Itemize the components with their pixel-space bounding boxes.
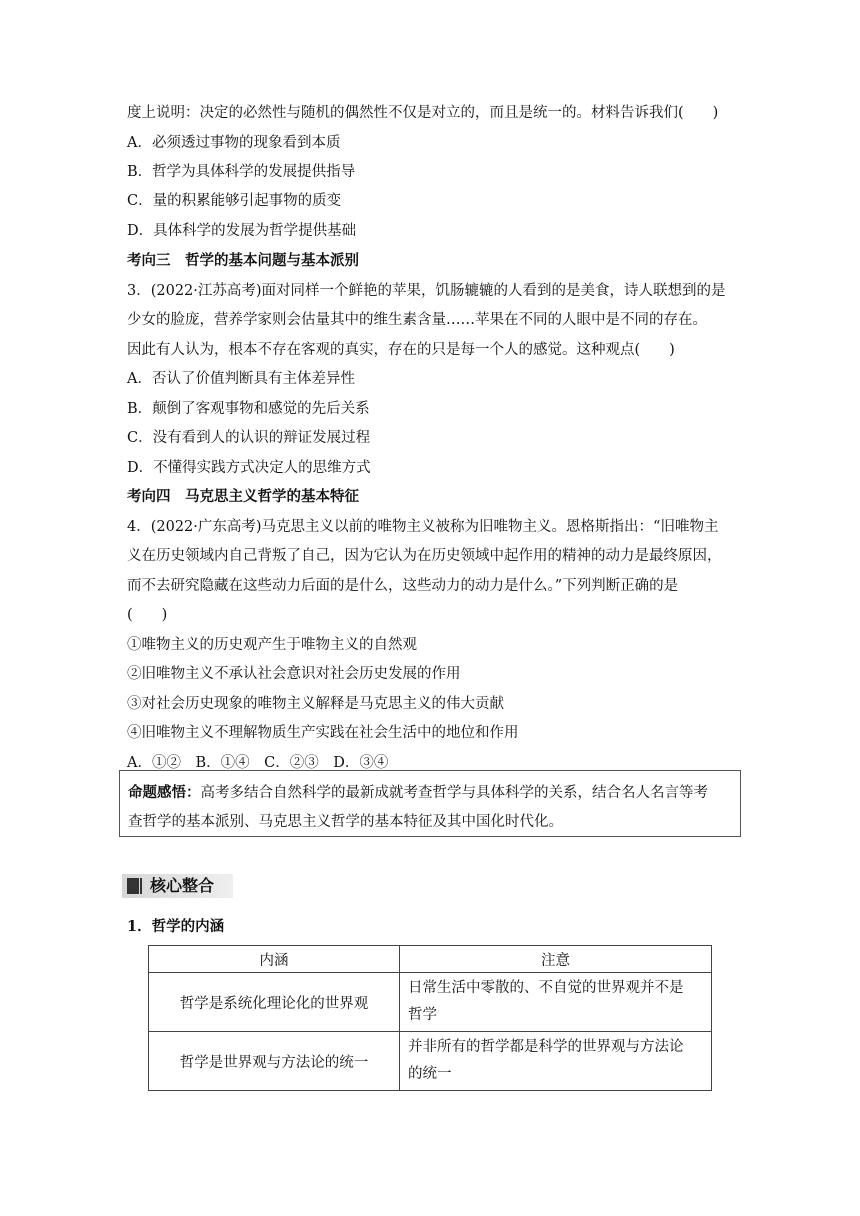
section-subtitle: 考向三 哲学的基本问题与基本派别 bbox=[127, 252, 359, 269]
text-line: A．①② B．①④ C．②③ D．③④ bbox=[127, 755, 389, 771]
note-text-1: 高考多结合自然科学的最新成就考查哲学与具体科学的关系，结合名人名言等考 bbox=[200, 785, 708, 801]
table-header: 内涵 bbox=[149, 946, 400, 973]
note-box bbox=[119, 770, 741, 837]
text-line: ③对社会历史现象的唯物主义解释是马克思主义的伟大贡献 bbox=[127, 696, 504, 712]
text-line: A．否认了价值判断具有主体差异性 bbox=[127, 371, 355, 387]
text-line: 3．(2022·江苏高考)面对同样一个鲜艳的苹果，饥肠辘辘的人看到的是美食，诗人联想到的是 bbox=[127, 283, 726, 299]
table-cell: 哲学是系统化理论化的世界观 bbox=[149, 973, 400, 1032]
text-line: ④旧唯物主义不理解物质生产实践在社会生活中的地位和作用 bbox=[127, 725, 519, 741]
text-line: 度上说明：决定的必然性与随机的偶然性不仅是对立的，而且是统一的。材料告诉我们( ) bbox=[127, 105, 719, 121]
table-header-row bbox=[149, 946, 712, 973]
table-cell bbox=[400, 1032, 712, 1091]
text-line: A．必须透过事物的现象看到本质 bbox=[127, 135, 341, 151]
table-cell-line: 哲学 bbox=[408, 1007, 437, 1023]
text-line: 因此有人认为，根本不存在客观的真实，存在的只是每一个人的感觉。这种观点( ) bbox=[127, 342, 675, 358]
text-line: D．不懂得实践方式决定人的思维方式 bbox=[127, 460, 371, 476]
text-line: 而不去研究隐藏在这些动力后面的是什么，这些动力的动力是什么。”下列判断正确的是 bbox=[127, 578, 679, 594]
section-heading bbox=[122, 874, 233, 898]
text-line: C．没有看到人的认识的辩证发展过程 bbox=[127, 430, 371, 446]
text-line: ( ) bbox=[127, 607, 168, 623]
table-header: 注意 bbox=[400, 946, 712, 973]
table-cell-line: 的统一 bbox=[408, 1066, 452, 1082]
table-cell-line: 日常生活中零散的、不自觉的世界观并不是 bbox=[408, 980, 684, 996]
section-bar-icon bbox=[127, 878, 139, 894]
section-bar-accent bbox=[140, 878, 142, 894]
subheading: 1．哲学的内涵 bbox=[127, 918, 225, 935]
text-line: ②旧唯物主义不承认社会意识对社会历史发展的作用 bbox=[127, 666, 461, 682]
text-line: D．具体科学的发展为哲学提供基础 bbox=[127, 223, 357, 239]
table-row bbox=[149, 973, 712, 1032]
section-title: 核心整合 bbox=[150, 876, 215, 895]
text-line: 少女的脸庞，营养学家则会估量其中的维生素含量……苹果在不同的人眼中是不同的存在。 bbox=[127, 312, 707, 328]
table-cell: 哲学是世界观与方法论的统一 bbox=[149, 1032, 400, 1091]
note-line-1 bbox=[128, 778, 732, 808]
table-cell bbox=[400, 973, 712, 1032]
text-line: 义在历史领域内自己背叛了自己，因为它认为在历史领域中起作用的精神的动力是最终原因， bbox=[127, 548, 722, 564]
note-text-2: 查哲学的基本派别、马克思主义哲学的基本特征及其中国化时代化。 bbox=[128, 814, 563, 830]
table-cell-line: 并非所有的哲学都是科学的世界观与方法论 bbox=[408, 1039, 684, 1055]
text-line: 4．(2022·广东高考)马克思主义以前的唯物主义被称为旧唯物主义。恩格斯指出：“旧唯物主 bbox=[127, 519, 719, 535]
text-line: C．量的积累能够引起事物的质变 bbox=[127, 193, 342, 209]
text-line: B．哲学为具体科学的发展提供指导 bbox=[127, 164, 356, 180]
concept-table bbox=[148, 945, 712, 1091]
section-subtitle: 考向四 马克思主义哲学的基本特征 bbox=[127, 488, 359, 505]
text-line: B．颠倒了客观事物和感觉的先后关系 bbox=[127, 401, 370, 417]
table-row bbox=[149, 1032, 712, 1091]
text-line: ①唯物主义的历史观产生于唯物主义的自然观 bbox=[127, 637, 417, 653]
note-label: 命题感悟： bbox=[128, 784, 201, 801]
